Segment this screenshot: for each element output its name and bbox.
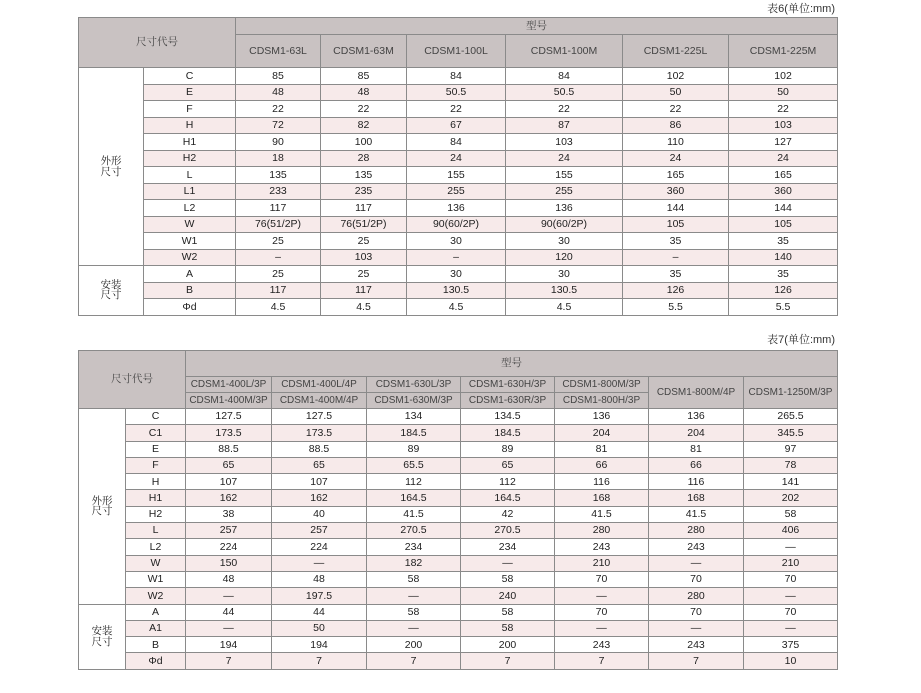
table-cell: 136 [649,409,744,425]
table-cell: 7 [367,653,461,669]
table-cell: 164.5 [461,490,555,506]
table-cell: 30 [407,266,506,283]
dimension-code: F [126,457,186,473]
model-header: CDSM1-225L [623,35,729,68]
table-cell: 144 [623,200,729,217]
table-cell: 117 [236,282,321,299]
table-cell: 24 [729,150,838,167]
table-cell: 85 [321,68,407,85]
model-header: CDSM1-630L/3P [367,377,461,393]
table-cell: 102 [729,68,838,85]
table-cell: 5.5 [623,299,729,316]
table-cell: 117 [321,200,407,217]
table-cell: 85 [236,68,321,85]
table-cell: 243 [649,637,744,653]
table-cell: 18 [236,150,321,167]
table-cell: 224 [186,539,272,555]
table-cell: 126 [729,282,838,299]
table-cell: 44 [186,604,272,620]
table-cell: 345.5 [744,425,838,441]
table-cell: 224 [272,539,367,555]
table-cell: 240 [461,588,555,604]
table-cell: – [407,249,506,266]
table-cell: 48 [272,571,367,587]
dimension-code: H [126,474,186,490]
table-cell: 70 [649,604,744,620]
table-cell: 150 [186,555,272,571]
table-cell: 255 [407,183,506,200]
table-cell: 89 [461,441,555,457]
table7-caption: 表7(单位:mm) [767,334,835,346]
table-cell: 48 [186,571,272,587]
table-cell: 116 [555,474,649,490]
table-cell: 70 [555,604,649,620]
table-cell: 4.5 [407,299,506,316]
table-cell: 35 [623,266,729,283]
table-cell: 41.5 [367,506,461,522]
dimension-code: L [126,523,186,539]
table-cell: 235 [321,183,407,200]
table-cell: 112 [461,474,555,490]
table-cell: 76(51/2P) [321,216,407,233]
dimension-code: Φd [144,299,236,316]
table-cell: 234 [461,539,555,555]
table-cell: 107 [186,474,272,490]
table-cell: 200 [367,637,461,653]
table-cell: 4.5 [236,299,321,316]
table-cell: 66 [555,457,649,473]
table-cell: 7 [186,653,272,669]
group-outer: 外形 尺寸 [79,68,144,266]
table-cell: 182 [367,555,461,571]
table-cell: 210 [555,555,649,571]
table-cell: — [186,588,272,604]
table-cell: 44 [272,604,367,620]
table-cell: 257 [272,523,367,539]
dimension-code: L [144,167,236,184]
table-cell: 88.5 [272,441,367,457]
dimension-code: F [144,101,236,118]
table-cell: 48 [236,84,321,101]
dimension-code: W [144,216,236,233]
table-cell: 136 [555,409,649,425]
table-cell: 127.5 [186,409,272,425]
table-cell: 155 [506,167,623,184]
table-cell: 25 [236,266,321,283]
table-cell: 107 [272,474,367,490]
dimension-code: H2 [144,150,236,167]
table-cell: — [649,555,744,571]
table-cell: 48 [321,84,407,101]
table-cell: 84 [407,68,506,85]
table-cell: 280 [555,523,649,539]
table-cell: 197.5 [272,588,367,604]
table-cell: 7 [272,653,367,669]
table-cell: 204 [649,425,744,441]
table-cell: 233 [236,183,321,200]
table-cell: 22 [506,101,623,118]
table-cell: 50 [623,84,729,101]
table-cell: 165 [729,167,838,184]
table-cell: 90 [236,134,321,151]
table-cell: 280 [649,523,744,539]
table-cell: 58 [744,506,838,522]
table-cell: 155 [407,167,506,184]
table-cell: 168 [555,490,649,506]
table-cell: 67 [407,117,506,134]
table-cell: 136 [407,200,506,217]
table-cell: 78 [744,457,838,473]
table-cell: 112 [367,474,461,490]
model-header: CDSM1-630M/3P [367,393,461,409]
table-cell: 58 [461,620,555,636]
table-cell: 70 [744,604,838,620]
table-cell: 35 [623,233,729,250]
dimension-code: L1 [144,183,236,200]
table-cell: 58 [367,571,461,587]
table-cell: 90(60/2P) [407,216,506,233]
model-header: CDSM1-800M/3P [555,377,649,393]
dimension-code: B [144,282,236,299]
table-cell: 257 [186,523,272,539]
dimension-code: H [144,117,236,134]
model-header: CDSM1-400M/4P [272,393,367,409]
table7 [78,350,838,670]
table-cell: 120 [506,249,623,266]
table-cell: 127.5 [272,409,367,425]
table-cell: 194 [186,637,272,653]
dimension-code: C [126,409,186,425]
table-cell: 136 [506,200,623,217]
model-header: CDSM1-400L/3P [186,377,272,393]
table-cell: 117 [321,282,407,299]
table-cell: 134 [367,409,461,425]
table-cell: 360 [729,183,838,200]
table-cell: 162 [186,490,272,506]
table-cell: 184.5 [367,425,461,441]
dimension-code: E [126,441,186,457]
table-cell: 84 [407,134,506,151]
table-cell: 88.5 [186,441,272,457]
model-header: CDSM1-400L/4P [272,377,367,393]
table-cell: 7 [555,653,649,669]
table-cell: 202 [744,490,838,506]
table-cell: 25 [236,233,321,250]
table-cell: 35 [729,233,838,250]
table-cell: 87 [506,117,623,134]
table-cell: 204 [555,425,649,441]
model-header: CDSM1-100L [407,35,506,68]
table6-caption: 表6(单位:mm) [767,3,835,15]
model-header: CDSM1-100M [506,35,623,68]
model-header: CDSM1-630R/3P [461,393,555,409]
table-cell: 58 [461,571,555,587]
table-cell: — [744,620,838,636]
table-cell: 4.5 [321,299,407,316]
table-cell: 103 [506,134,623,151]
table-cell: 58 [367,604,461,620]
table-cell: 42 [461,506,555,522]
model-header: CDSM1-63M [321,35,407,68]
table-cell: 86 [623,117,729,134]
table-cell: 105 [729,216,838,233]
table-cell: – [236,249,321,266]
table-cell: 140 [729,249,838,266]
model-header: CDSM1-1250M/3P [744,377,838,409]
table-cell: 70 [649,571,744,587]
table-cell: 50 [729,84,838,101]
model-header: CDSM1-800M/4P [649,377,744,409]
table-cell: 243 [555,539,649,555]
table-cell: 28 [321,150,407,167]
table-cell: 270.5 [367,523,461,539]
table-cell: 24 [407,150,506,167]
table-cell: 58 [461,604,555,620]
table-cell: 10 [744,653,838,669]
table-cell: 194 [272,637,367,653]
table-cell: 184.5 [461,425,555,441]
table-cell: 25 [321,266,407,283]
table-cell: 130.5 [407,282,506,299]
table-cell: 90(60/2P) [506,216,623,233]
model-label: 型号 [186,351,838,377]
table-cell: 24 [623,150,729,167]
table-cell: — [461,555,555,571]
table-cell: 234 [367,539,461,555]
table-cell: 41.5 [555,506,649,522]
table-cell: 141 [744,474,838,490]
corner-label: 尺寸代号 [79,18,236,68]
table-cell: 243 [649,539,744,555]
table-cell: 135 [236,167,321,184]
table-cell: 22 [236,101,321,118]
dimension-code: W2 [126,588,186,604]
table-cell: 164.5 [367,490,461,506]
table-cell: 130.5 [506,282,623,299]
table-cell: 65.5 [367,457,461,473]
table6 [78,17,838,316]
table-cell: — [555,620,649,636]
table-cell: 168 [649,490,744,506]
table-cell: 97 [744,441,838,457]
table-cell: 25 [321,233,407,250]
dimension-code: W1 [126,571,186,587]
table-cell: 81 [555,441,649,457]
table-cell: 210 [744,555,838,571]
table-cell: — [367,620,461,636]
table-cell: 165 [623,167,729,184]
dimension-code: W [126,555,186,571]
table-cell: 105 [623,216,729,233]
dimension-code: B [126,637,186,653]
table-cell: — [272,555,367,571]
dimension-code: A [144,266,236,283]
dimension-code: A1 [126,620,186,636]
dimension-code: W2 [144,249,236,266]
table-cell: 144 [729,200,838,217]
table-cell: 22 [623,101,729,118]
table-cell: 243 [555,637,649,653]
dimension-code: C [144,68,236,85]
table-cell: 30 [506,266,623,283]
table-cell: — [555,588,649,604]
table-cell: 255 [506,183,623,200]
dimension-code: C1 [126,425,186,441]
table-cell: 375 [744,637,838,653]
table-cell: — [649,620,744,636]
model-header: CDSM1-63L [236,35,321,68]
table-cell: 35 [729,266,838,283]
table-cell: 126 [623,282,729,299]
table-cell: 173.5 [272,425,367,441]
table-cell: 89 [367,441,461,457]
table-cell: — [367,588,461,604]
model-header: CDSM1-400M/3P [186,393,272,409]
table-cell: — [744,588,838,604]
table-cell: 22 [407,101,506,118]
table-cell: 7 [461,653,555,669]
table-cell: 81 [649,441,744,457]
table-cell: 30 [506,233,623,250]
dimension-code: A [126,604,186,620]
table-cell: 173.5 [186,425,272,441]
table-cell: 270.5 [461,523,555,539]
table-cell: 41.5 [649,506,744,522]
dimension-code: H2 [126,506,186,522]
table-cell: 30 [407,233,506,250]
table-cell: 103 [321,249,407,266]
model-header: CDSM1-630H/3P [461,377,555,393]
table-cell: 66 [649,457,744,473]
model-header: CDSM1-800H/3P [555,393,649,409]
table-cell: 117 [236,200,321,217]
table-cell: 7 [649,653,744,669]
table-cell: 5.5 [729,299,838,316]
table-cell: 65 [272,457,367,473]
dimension-code: H1 [126,490,186,506]
table-cell: 116 [649,474,744,490]
table-cell: 127 [729,134,838,151]
table-cell: 50 [272,620,367,636]
table-cell: 82 [321,117,407,134]
corner-label: 尺寸代号 [79,351,186,409]
model-header: CDSM1-225M [729,35,838,68]
table-cell: — [186,620,272,636]
table-cell: 200 [461,637,555,653]
group-outer: 外形 尺寸 [79,409,126,605]
table-cell: 135 [321,167,407,184]
table-cell: 280 [649,588,744,604]
dimension-code: W1 [144,233,236,250]
table-cell: 70 [744,571,838,587]
table-cell: 360 [623,183,729,200]
table-cell: 110 [623,134,729,151]
table-cell: 38 [186,506,272,522]
table-cell: 102 [623,68,729,85]
table-cell: 265.5 [744,409,838,425]
table-cell: – [623,249,729,266]
table-cell: 50.5 [407,84,506,101]
table-cell: 103 [729,117,838,134]
table-cell: 100 [321,134,407,151]
table-cell: 50.5 [506,84,623,101]
table-cell: 70 [555,571,649,587]
table-cell: 76(51/2P) [236,216,321,233]
dimension-code: E [144,84,236,101]
model-label: 型号 [236,18,838,35]
group-install: 安装 尺寸 [79,266,144,316]
table-cell: 4.5 [506,299,623,316]
table-cell: 134.5 [461,409,555,425]
dimension-code: L2 [126,539,186,555]
table-cell: 40 [272,506,367,522]
table-cell: 65 [461,457,555,473]
table-cell: 65 [186,457,272,473]
table-cell: 22 [321,101,407,118]
table-cell: 406 [744,523,838,539]
group-install: 安装 尺寸 [79,604,126,669]
table-cell: 84 [506,68,623,85]
dimension-code: L2 [144,200,236,217]
table-cell: 162 [272,490,367,506]
table-cell: 72 [236,117,321,134]
dimension-code: H1 [144,134,236,151]
dimension-code: Φd [126,653,186,669]
table-cell: 22 [729,101,838,118]
table-cell: — [744,539,838,555]
table-cell: 24 [506,150,623,167]
